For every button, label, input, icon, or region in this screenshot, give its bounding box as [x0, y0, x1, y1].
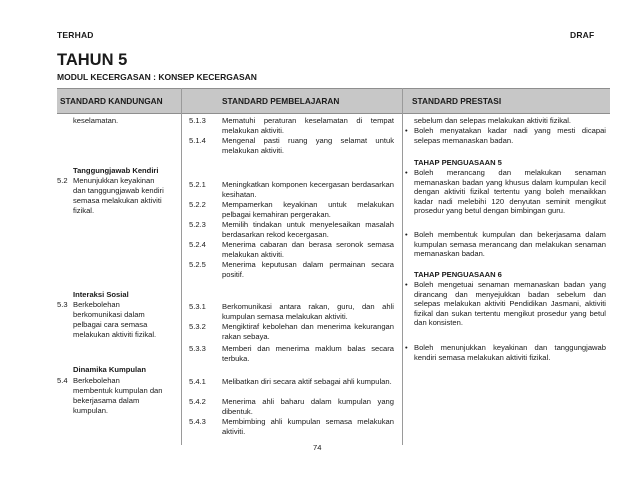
tahap-heading: TAHAP PENGUASAAN 6 — [414, 270, 502, 279]
kandungan-heading: Tanggungjawab Kendiri — [73, 166, 159, 175]
pembelajaran-text: Meningkatkan komponen kecergasan berdasarkan kesihatan. — [222, 180, 394, 199]
kandungan-line: semasa melakukan aktiviti — [73, 196, 162, 205]
pembelajaran-number: 5.1.3 — [189, 116, 206, 125]
kandungan-heading: Dinamika Kumpulan — [73, 365, 146, 374]
prestasi-bullet: Boleh mengetuai senaman memanaskan badan yang dirancang dan menyejukkan badan sebelum dan selepas melakukan aktiviti Pendidikan Jasmani, aktiviti fizikal dan sukan tertentu mengikut prosedur yang betul dan konsisten. — [414, 280, 606, 328]
kandungan-line: Berkebolehan — [73, 300, 120, 309]
table-header — [57, 88, 610, 114]
kandungan-line: Berkebolehan — [73, 376, 120, 385]
prestasi-bullet: Boleh membentuk kumpulan dan bekerjasama dalam kumpulan semasa merancang dan melakukan senaman memanaskan badan. — [414, 230, 606, 259]
bullet-icon: • — [405, 280, 408, 289]
column-divider — [402, 88, 403, 445]
page-number: 74 — [313, 443, 322, 452]
pembelajaran-number: 5.2.4 — [189, 240, 206, 249]
column-header-kandungan: STANDARD KANDUNGAN — [60, 96, 163, 106]
pembelajaran-number: 5.1.4 — [189, 136, 206, 145]
prestasi-bullet: Boleh menunjukkan keyakinan dan tanggungjawab kendiri semasa melakukan aktiviti fizikal. — [414, 343, 606, 362]
pembelajaran-number: 5.2.2 — [189, 200, 206, 209]
kandungan-line: dan tanggungjawab kendiri — [73, 186, 164, 195]
module-title: MODUL KECERGASAN : KONSEP KECERGASAN — [57, 72, 257, 82]
column-divider — [181, 88, 182, 445]
prestasi-bullet: Boleh menyatakan kadar nadi yang mesti dicapai selepas memanaskan badan. — [414, 126, 606, 145]
pembelajaran-number: 5.3.2 — [189, 322, 206, 331]
kandungan-number: 5.4 — [57, 376, 68, 385]
pembelajaran-number: 5.4.1 — [189, 377, 206, 386]
pembelajaran-number: 5.4.2 — [189, 397, 206, 406]
kandungan-line: fizikal. — [73, 206, 95, 215]
header-draft-label: DRAF — [570, 30, 595, 40]
pembelajaran-text: Memberi dan menerima maklum balas secara terbuka. — [222, 344, 394, 363]
pembelajaran-number: 5.2.3 — [189, 220, 206, 229]
column-header-prestasi: STANDARD PRESTASI — [412, 96, 502, 106]
kandungan-line: melakukan aktiviti fizikal. — [73, 330, 157, 339]
pembelajaran-text: Menerima ahli baharu dalam kumpulan yang dibentuk. — [222, 397, 394, 416]
kandungan-line: kumpulan. — [73, 406, 109, 415]
bullet-icon: • — [405, 126, 408, 135]
kandungan-number: 5.3 — [57, 300, 68, 309]
kandungan-line: bekerjasama dalam — [73, 396, 140, 405]
kandungan-intro: keselamatan. — [73, 116, 119, 125]
pembelajaran-number: 5.4.3 — [189, 417, 206, 426]
bullet-icon: • — [405, 230, 408, 239]
pembelajaran-text: Mempamerkan keyakinan untuk melakukan pelbagai kemahiran pergerakan. — [222, 200, 394, 219]
page-title: TAHUN 5 — [57, 51, 128, 69]
pembelajaran-text: Mengenal pasti ruang yang selamat untuk melakukan aktiviti. — [222, 136, 394, 155]
header-classification: TERHAD — [57, 30, 94, 40]
pembelajaran-number: 5.3.3 — [189, 344, 206, 353]
pembelajaran-number: 5.2.5 — [189, 260, 206, 269]
prestasi-continuation: sebelum dan selepas melakukan aktiviti fizikal. — [414, 116, 572, 125]
tahap-heading: TAHAP PENGUASAAN 5 — [414, 158, 502, 167]
pembelajaran-text: Melibatkan diri secara aktif sebagai ahli kumpulan. — [222, 377, 392, 386]
pembelajaran-text: Mematuhi peraturan keselamatan di tempat melakukan aktiviti. — [222, 116, 394, 135]
kandungan-line: Menunjukkan keyakinan — [73, 176, 155, 185]
kandungan-line: pelbagai cara semasa — [73, 320, 148, 329]
bullet-icon: • — [405, 168, 408, 177]
prestasi-bullet: Boleh merancang dan melakukan senaman memanaskan badan yang khusus dalam kumpulan kecil dengan aktiviti fizikal tertentu yang boleh menaikkan kadar nadi melebihi 120 denyutan seminit mengikut prosedur yang betul dengan bimbingan guru. — [414, 168, 606, 216]
kandungan-line: berkomunikasi dalam — [73, 310, 145, 319]
pembelajaran-text: Mengiktiraf kebolehan dan menerima kekurangan rakan sebaya. — [222, 322, 394, 341]
column-header-pembelajaran: STANDARD PEMBELAJARAN — [222, 96, 340, 106]
pembelajaran-text: Berkomunikasi antara rakan, guru, dan ahli kumpulan semasa melakukan aktiviti. — [222, 302, 394, 321]
kandungan-number: 5.2 — [57, 176, 68, 185]
pembelajaran-text: Membimbing ahli kumpulan semasa melakukan aktiviti. — [222, 417, 394, 436]
pembelajaran-text: Menerima cabaran dan berasa seronok semasa melakukan aktiviti. — [222, 240, 394, 259]
pembelajaran-number: 5.3.1 — [189, 302, 206, 311]
pembelajaran-text: Menerima keputusan dalam permainan secara positif. — [222, 260, 394, 279]
kandungan-heading: Interaksi Sosial — [73, 290, 129, 299]
pembelajaran-number: 5.2.1 — [189, 180, 206, 189]
bullet-icon: • — [405, 343, 408, 352]
kandungan-line: membentuk kumpulan dan — [73, 386, 163, 395]
pembelajaran-text: Memilih tindakan untuk menyelesaikan masalah berdasarkan rekod kecergasan. — [222, 220, 394, 239]
